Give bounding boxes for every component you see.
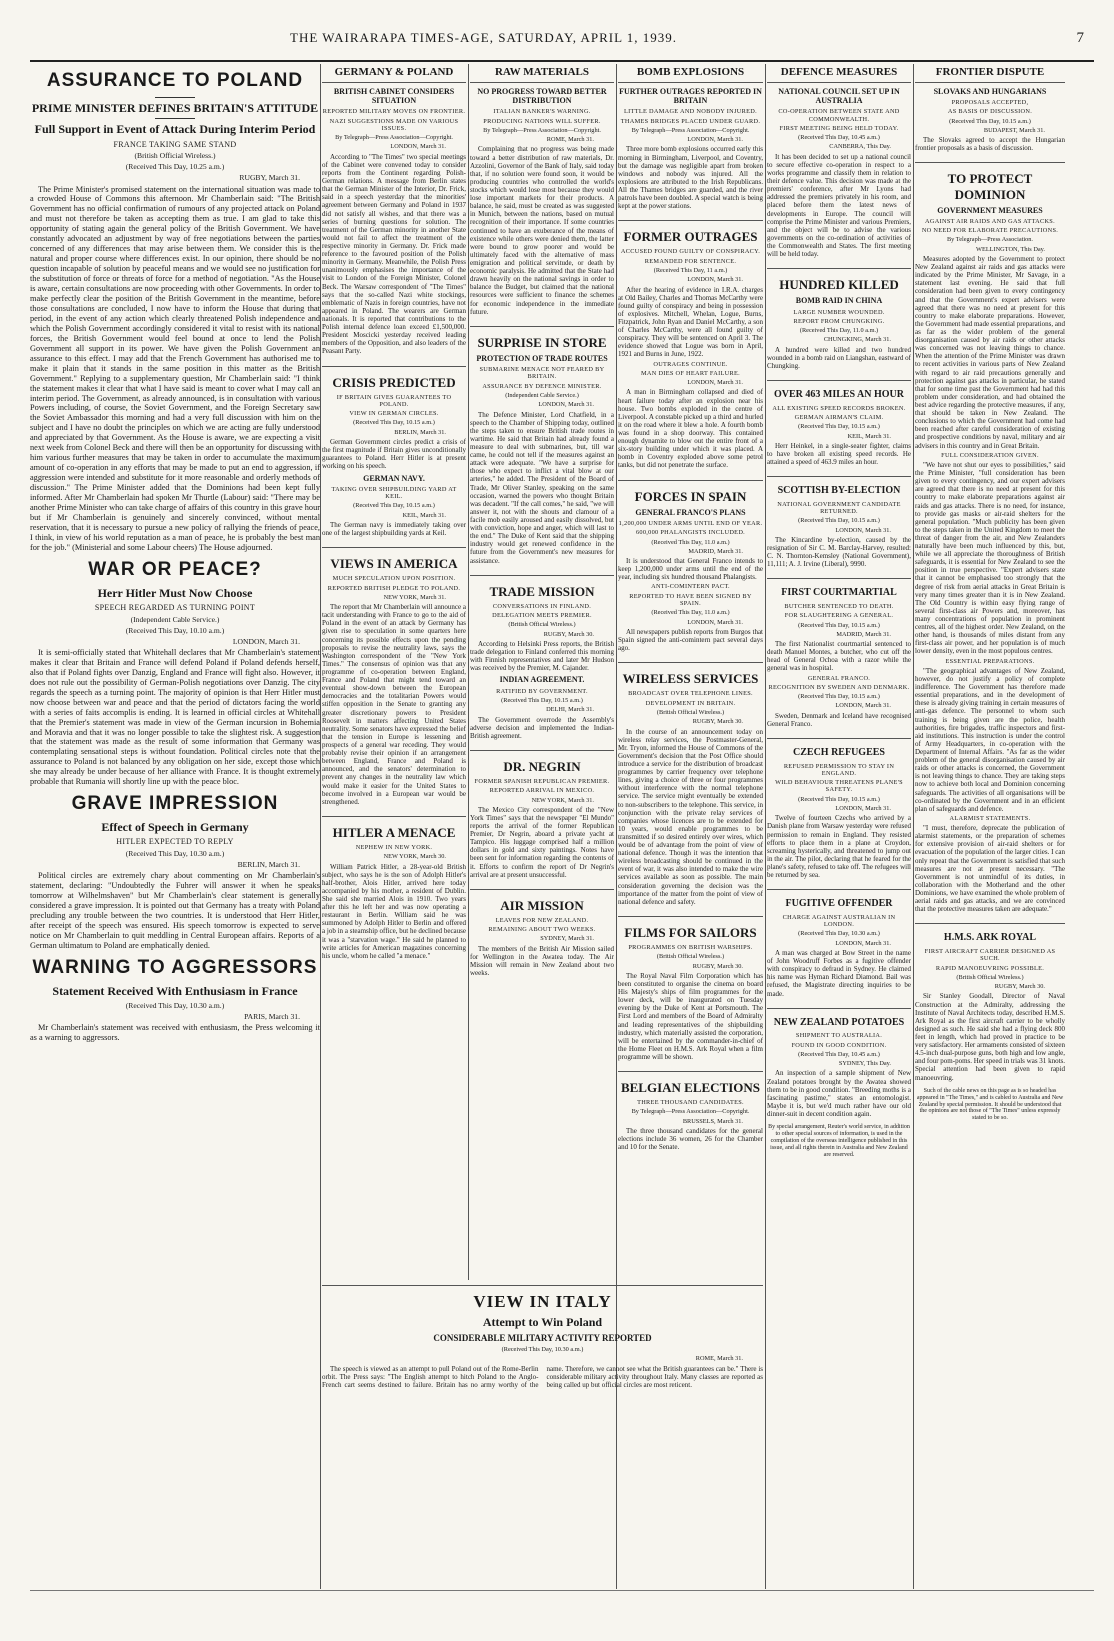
headline: HITLER A MENACE xyxy=(332,824,456,840)
dateline-place: RUGBY, March 31. xyxy=(239,173,300,183)
subhead-small: FOR SLAUGHTERING A GENERAL. xyxy=(784,612,894,620)
column-divider xyxy=(468,64,469,1280)
article-body: William Patrick Hitler, a 28-year-old British subject, who says he is the son of Adolph Hitler's half-brother, Alois Hitler, arrived here today accompanied by his mother, a resident of Dublin. She said she married Alois in 1910. Two years after this he left her and was now operating a restaurant in Berlin. William said he was summoned by Adolph Hitler to Berlin and offered a job in a steamship office, but he declined because it was a "starvation wage." He said he planned to write articles for American magazines concerning his uncle, whom he called "a menace." xyxy=(322,862,466,960)
source: (Independent Cable Service.) xyxy=(130,614,220,624)
received: (Received This Day, 10.15 a.m.) xyxy=(798,795,880,803)
received: (Received This Day, 10.45 a.m.) xyxy=(798,1050,880,1058)
subhead: Effect of Speech in Germany xyxy=(101,820,249,835)
headline: WIRELESS SERVICES xyxy=(622,671,759,687)
subhead: PROTECTION OF TRADE ROUTES xyxy=(476,353,608,363)
subhead-small: REPORTED ARRIVAL IN MEXICO. xyxy=(489,787,595,795)
subhead: Herr Hitler Must Now Choose xyxy=(97,585,253,600)
received: (Received This Day, 10.15 a.m.) xyxy=(353,502,435,510)
subhead-small: THAMES BRIDGES PLACED UNDER GUARD. xyxy=(620,117,761,125)
subhead-small: PROPOSALS ACCEPTED, xyxy=(951,99,1029,107)
article-body: Political circles are extremely chary about commenting on Mr Chamberlain's statement, declaring: "Undoubtedly the Fuhrer will answer it when he speaks tomorrow at Wilhelmshaven" but Mr Chamberlain's clear statement is generally considered a grave impression. It is pointed out that Germany has a treaty with Poland precluding any trouble between the two countries. It is understood that Herr Hitler, after receipt of the speech was ensured. His speech tomorrow is expected to serve notice on Mr Chamberlain to quit meddling in Central European affairs. Reports of a German ultimatum to Poland are emphatically denied. xyxy=(30,871,320,950)
article-body: A hundred were killed and two hundred wounded in a bomb raid on Liangshan, eastward of Chungking. xyxy=(767,345,911,370)
received: (Received This Day, 10.15 a.m.) xyxy=(501,696,583,704)
dateline-place: PARIS, March 31. xyxy=(244,1012,300,1022)
subhead-small: BUTCHER SENTENCED TO DEATH. xyxy=(784,602,894,610)
subhead: PRIME MINISTER DEFINES BRITAIN'S ATTITUDE xyxy=(31,100,319,115)
received: (Received This Day, 10.30 a.m.) xyxy=(501,1346,584,1354)
column-3 xyxy=(470,64,614,1280)
article-body: It is semi-officially stated that Whitehall declares that Mr Chamberlain's statement makes it clear that Britain and France will defend Poland if Poland defends herself, also that if Poland fights over Danzig, England and France will fight also. However, it does not rule out the possibility of German-Polish negotiations over Danzig. The city regards the speech as a turning point. The majority of opinion is that Herr Hitler must now choose between war and peace and that the period of dictators facing the world with a series of faits accomplis is ending. It is learned in official circles at Whitehall that the Premier's statement was made in view of the German incursion in Bohemia and Moravia and that it was no longer possible to take the slightest risk. A suggestion that the statement was made as the result of some information that Germany was contemplating sensational steps is without foundation. Political circles note that the assurance to Poland is not balanced by any obligation on her side, except those which she may already be under because of her alliance with France. It is thought extremely probable that Rumania will shortly line up with the peace bloc. xyxy=(30,647,320,787)
dateline-place: LONDON, March 31. xyxy=(390,143,446,151)
received: By Telegraph—Press Association—Copyright. xyxy=(335,134,453,142)
headline: FORCES IN SPAIN xyxy=(634,488,747,504)
article-body: The Royal Naval Film Corporation which has been constituted to organise the cinema on board His Majesty's ships of film programmes for the lower deck, will be inaugurated on Tuesday evening by the Duke of Kent at Portsmouth. The First Lord and members of the Board of Admiralty and leading representatives of the shipbuilding industry, which materially assisted the corporation, will be entertained by the commander-in-chief of the Home Fleet on H.M.S. Ark Royal when a film programme will be shown. xyxy=(618,971,763,1061)
subhead-small: REMANDED FOR SENTENCE. xyxy=(644,257,737,265)
article-body: It is understood that General Franco intends to keep 1,200,000 under arms until the end of the year, including six hundred thousand Phalangists. xyxy=(618,557,763,582)
subhead-small: REPORTED BRITISH PLEDGE TO POLAND. xyxy=(327,584,461,592)
article-body: "I must, therefore, deprecate the publication of alarmist statements, or the preparation of schemes for extensive provision of air-raid shelters or for evacuation of the population of the larger cities. I can only repeat that the Government is satisfied that such measures are not at present necessary. "The Government is not unmindful of its duties, in collaboration with the Motherland and the other Dominions, we have examined the whole problem of aerial raids and gas attacks, and we are convinced that the protective measures taken are adequate." xyxy=(915,824,1065,914)
received: (British Official Wireless.) xyxy=(956,973,1024,981)
subhead-small: LARGE NUMBER WOUNDED. xyxy=(793,308,885,316)
subhead: Statement Received With Enthusiasm in France xyxy=(52,983,298,998)
dateline-place: ROME, March 31. xyxy=(695,1355,743,1363)
dateline-place: CANBERRA, This Day. xyxy=(829,143,891,151)
article-body: Sweden, Denmark and Iceland have recognised General Franco. xyxy=(767,711,911,728)
article-body: The members of the British Air Mission sailed for Wellington in the Awatea today. The Air Mission will remain in New Zealand about two weeks. xyxy=(470,944,614,978)
subhead: SLOVAKS AND HUNGARIANS xyxy=(933,86,1047,96)
article-body: The first Nationalist courtmartial sentenced to death Manuel Montes, a butcher, who cut off the head of General Ochoa with a razor while the general was in hospital. xyxy=(767,640,911,673)
subhead: BOMB RAID IN CHINA xyxy=(795,296,883,306)
subhead-small: RATIFIED BY GOVERNMENT. xyxy=(496,687,588,695)
subhead: NO PROGRESS TOWARD BETTER DISTRIBUTION xyxy=(477,86,607,106)
dateline-place: LONDON, March 31. xyxy=(835,939,891,947)
headline: FUGITIVE OFFENDER xyxy=(785,898,893,910)
article-body: The Kincardine by-election, caused by the resignation of Sir C. M. Barclay-Harvey, resulted: C. N. Thornton-Kemsley (National Government), 11,111; A. J. Irvine (Liberal), 9990. xyxy=(767,535,911,569)
subhead-small: FORMER SPANISH REPUBLICAN PREMIER. xyxy=(474,777,610,785)
received: (Received This Day, 11.0 a.m.) xyxy=(799,327,879,335)
column-divider xyxy=(913,64,914,1589)
headline: CRISIS PREDICTED xyxy=(332,374,456,390)
article-body: According to "The Times" two special meetings of the Cabinet were convened today to consider reports from the Continent regarding Polish-German relations. A message from Berlin states that the German Minister of the Interior, Dr. Frick, said in a speech yesterday that the minorities' agreement between Germany and Poland in 1937 did not satisfy all wishes, and that there was a series of burning questions for solution. The treatment of the German minority in another State would not fail to affect the treatment of the respective minority in Germany. Dr. Frick made reference to the favoured position of the Polish minority in Germany. Meanwhile, the Polish Press unanimously emphasises the importance of the visit to London of the Foreign Minister, Colonel Beck. The Warsaw correspondent of "The Times" says that the so-called Nazi white stockings, emblematic of Nazis in foreign countries, have not appeared in Poland. The wearers are German nationals. It is reported that contributions to the Polish internal defence loan exceed £1,500,000. President Moscicki yesterday received leading members of the Opposition, and also leaders of the Peasant Party. xyxy=(322,152,466,356)
subhead-small: SHIPMENT TO AUSTRALIA. xyxy=(795,1032,883,1040)
dateline-place: LONDON, March 31. xyxy=(687,379,743,387)
reuters-note: By special arrangement, Reuter's world service, in addition to other special sources of information, is used in the compilation of the overseas intelligence published in this issue, and all rights therein in Australia and New Zealand are reserved. xyxy=(768,1124,910,1158)
top-rule xyxy=(30,60,1094,62)
subhead-small: ACCUSED FOUND GUILTY OF CONSPIRACY. xyxy=(620,248,761,256)
headline: NEW ZEALAND POTATOES xyxy=(773,1016,905,1028)
column-heading: BOMB EXPLOSIONS xyxy=(618,66,763,83)
subhead-small: CHARGE AGAINST AUSTRALIAN IN LONDON. xyxy=(782,913,896,929)
headline-war-or-peace: WAR OR PEACE? xyxy=(88,558,262,580)
subhead-small: FOUND IN GOOD CONDITION. xyxy=(791,1041,887,1049)
headline: AIR MISSION xyxy=(500,897,584,913)
column-2 xyxy=(322,64,466,1280)
subhead: Full Support in Event of Attack During Interim Period xyxy=(34,122,316,137)
article-body: German Government circles predict a crisis of the first magnitude if Britain gives unconditionally guarantees to Poland. Herr Hitler is at present working on his speech. xyxy=(322,438,466,471)
subhead-small: NATIONAL GOVERNMENT CANDIDATE RETURNED. xyxy=(777,500,901,516)
subhead-small: 600,000 PHALANGISTS INCLUDED. xyxy=(635,529,746,537)
dateline-place: NEW YORK, March 31. xyxy=(531,796,594,804)
dateline-place: MADRID, March 31. xyxy=(688,547,743,555)
column-6 xyxy=(915,64,1065,1584)
dateline-place: LONDON, March 31. xyxy=(835,526,891,534)
subhead-small: DEVELOPMENT IN BRITAIN. xyxy=(645,699,736,707)
article-body: It has been decided to set up a national council to secure effective co-operation in respect to a works programme and classify them in relation to their defence value. This decision was made at the premiers' conference, after Mr Lyons had addressed the premiers privately in his room, and placed before them the latest news of developments in Europe. The council will comprise the Prime Minister and various Premiers, and the object will be to advise the various governments on the co-ordination of activities of the Commonwealth and States. The first meeting will be held today. xyxy=(767,152,911,259)
column-heading: DEFENCE MEASURES xyxy=(767,66,911,83)
column-heading: FRONTIER DISPUTE xyxy=(915,66,1065,83)
received: (Received This Day, 10.15 a.m.) xyxy=(798,693,880,701)
dateline-place: BERLIN, March 31. xyxy=(394,428,446,436)
received: (British Official Wireless.) xyxy=(656,953,725,961)
headline: CZECH REFUGEES xyxy=(793,747,885,758)
headline: HUNDRED KILLED xyxy=(779,277,899,293)
subhead-small: ASSURANCE BY DEFENCE MINISTER. xyxy=(482,382,602,390)
subhead-small: OUTRAGES CONTINUE. xyxy=(653,360,728,368)
subhead-small: RECOGNITION BY SWEDEN AND DENMARK. xyxy=(768,683,910,691)
dateline-place: KEIL, March 31. xyxy=(847,432,891,440)
received: (Received This Day, 10.45 a.m.) xyxy=(798,134,880,142)
article-body: The speech is viewed as an attempt to pull Poland out of the Rome-Berlin orbit. The Press says: "The English attempt to hitch Poland to the Anglo-French cart seems destined to failure. Britain has no army worthy of the name. Therefore, we cannot see what the British guarantees can be." There is considerable military activity throughout Italy. Many classes are reported as being called up but official circles are most reticent. xyxy=(322,1364,763,1389)
dateline-place: SYDNEY, This Day. xyxy=(838,1060,891,1068)
headline-assurance: ASSURANCE TO POLAND xyxy=(46,70,304,91)
subhead-small: AS BASIS OF DISCUSSION. xyxy=(947,108,1033,116)
article-body: The German navy is immediately taking over one of the largest shipbuilding yards at Keil. xyxy=(322,520,466,538)
article-body: According to Helsinki Press reports, the British trade delegation to Finland conferred this morning with Finnish representatives and later Mr Hudson was received by the Premier, M. Cajander. xyxy=(470,639,614,673)
masthead xyxy=(0,0,1114,48)
dateline-place: BUDAPEST, March 31. xyxy=(983,126,1045,134)
received: (Received This Day, 10.30 a.m.) xyxy=(798,930,880,938)
subhead-small: VIEW IN GERMAN CIRCLES. xyxy=(349,410,439,418)
received: (Received This Day, 11.0 a.m.) xyxy=(651,538,730,546)
received: By Telegraph—Press Association. xyxy=(946,236,1034,244)
column-1 xyxy=(30,64,320,1589)
received: (Received This Day, 10.25 a.m.) xyxy=(125,162,225,172)
dateline-place: LONDON, March 31. xyxy=(687,136,743,144)
subhead: NATIONAL COUNCIL SET UP IN AUSTRALIA xyxy=(778,86,900,106)
subhead-small: FIRST AIRCRAFT CARRIER DESIGNED AS SUCH. xyxy=(924,947,1056,963)
headline: BELGIAN ELECTIONS xyxy=(620,1080,761,1096)
column-divider xyxy=(765,64,766,1589)
article-body: Herr Heinkel, in a single-seater fighter, claims to have broken all existing speed records. He attained a speed of 463.9 miles an hour. xyxy=(767,441,911,467)
article-body: The report that Mr Chamberlain will announce a tacit understanding with France to go to the aid of Poland in the event of an attack by Germany has given rise to speculation in some quarters here concerning its possible effects upon the pending proposals to revise the neutrality laws, says the Washington correspondent of the "New York Times." The consensus of opinion was that any programme of co-operation between England, France and Poland that might tend toward an eventual show-down between the European democracies and the totalitarian Powers would stiffen opposition in the Senate to granting any greater discretionary powers to President Roosevelt in matters affecting United States neutrality. Some senators have expressed the belief that the tension in Europe is lessening and prospects of a general war receding. They would probably revise their opinion if an arrangement between England, France and Poland is announced, and the senators' determination to prevent any changes in the neutrality law which would make it easier for the United States to become involved in a European war would be strengthened. xyxy=(322,603,466,806)
subhead-small: ANTI-COMINTERN PACT. xyxy=(651,583,730,591)
article-body: A man in Birmingham collapsed and died of heart failure today after an explosion near his house. Two bombs exploded in the centre of Liverpool. A constable picked up a third and hurled it on the road where it blew a hole. A fourth bomb was found in a shop doorway. This contained enough dynamite to blow out the entire front of a six-story building under which it was placed. A bomb in Coventry exploded above some petrol tanks, but did not penetrate the surface. xyxy=(618,388,763,470)
dateline-place: RUGBY, March 30. xyxy=(543,630,594,638)
article-body: After the hearing of evidence in I.R.A. charges at Old Bailey, Charles and Thomas McCarthy were found guilty of conspiracy and being in possession of explosives. Mitchell, Whelan, Logue, Burns, Fitzpatrick, John Ryan and Daniel McCarthy, a son of Charles McCarthy, were all found guilty of conspiracy. They will be sentenced on April 3. The evidence showed that Logue was born in April, 1921 and Burns in June, 1922. xyxy=(618,285,763,359)
dateline-place: KEIL, March 31. xyxy=(402,511,446,519)
dateline-place: LONDON, March 31. xyxy=(687,618,743,626)
subhead-small: GENERAL FRANCO. xyxy=(807,674,871,682)
subhead-small: REPORT FROM CHUNGKING. xyxy=(793,317,885,325)
subhead-small: ESSENTIAL PREPARATIONS. xyxy=(945,657,1035,665)
dateline-place: ROME, March 31. xyxy=(546,136,594,144)
received: (Received This Day, 11.0 a.m.) xyxy=(651,609,730,617)
headline: OVER 463 MILES AN HOUR xyxy=(773,389,904,401)
subhead: GERMAN NAVY. xyxy=(363,473,425,483)
dateline-place: RUGBY, March 30. xyxy=(994,983,1045,991)
article-body: The Defence Minister, Lord Chatfield, in a speech to the Chamber of Shipping today, outlined the steps taken to ensure British trade routes in wartime. He said that Britain had already found a measure to deal with submarines, but, till war came, he could not tell if the measures against an attack were adequate. "We have a surprise for those who expect to inflict a vital blow at our arteries," he added. The President of the Board of Trade, Mr Oliver Stanley, speaking on the same occasion, warned the powers who thought Britain was decadent. "If the call comes," he said, "we will answer it, not with the shouts and clamour of a facile mob easily aroused and easily dissolved, but with conviction, hope and anger, which will last to the end." The Duke of Kent said that the shipping industry would get renewed confidence in the future from the Government's new measures for assistance. xyxy=(470,410,614,565)
subhead-small: ITALIAN BANKER'S WARNING. xyxy=(493,108,591,116)
subhead: GOVERNMENT MEASURES xyxy=(937,205,1043,215)
dateline-place: WELLINGTON, This Day. xyxy=(976,245,1045,253)
dateline-place: RUGBY, March 30. xyxy=(692,962,743,970)
subhead: BRITISH CABINET CONSIDERS SITUATION xyxy=(333,86,455,106)
subhead-small: TAKING OVER SHIPBUILDING YARD AT KEIL. xyxy=(331,485,457,501)
subhead-small: LEAVES FOR NEW ZEALAND. xyxy=(495,916,589,924)
dateline-place: RUGBY, March 30. xyxy=(692,718,743,726)
headline: TO PROTECT DOMINION xyxy=(947,171,1033,202)
subhead-small: NAZI SUGGESTIONS MADE ON VARIOUS ISSUES. xyxy=(329,117,459,132)
page-number: 7 xyxy=(1076,30,1084,46)
article-body: The Slovaks agreed to accept the Hungarian frontier proposals as a basis of discussion. xyxy=(915,136,1065,153)
subhead-small: CONVERSATIONS IN FINLAND. xyxy=(492,602,592,610)
bottom-rule xyxy=(30,1590,1094,1591)
subhead-small: LITTLE DAMAGE AND NOBODY INJURED. xyxy=(624,108,757,116)
subhead-small: 1,200,000 UNDER ARMS UNTIL END OF YEAR. xyxy=(618,519,763,527)
subhead-small: IF BRITAIN GIVES GUARANTEES TO POLAND. xyxy=(336,393,452,408)
article-body: The Mexico City correspondent of the "New York Times" says that the newspaper "El Mundo" reports the arrival of the former Republican Premier, Dr Negrin, aboard a private yacht at Tampico. His luggage comprised half a million dollars in gold and sixty paintings. Notes have been sent for information regarding the contents of it. Efforts to confirm the report of Dr Negrin's arrival are at present unsuccessful. xyxy=(470,805,614,879)
article-body: In the course of an announcement today on wireless relay services, the Postmaster-General, Mr. Tryon, informed the House of Commons of the Government's decision that the Post Office should introduce a service for the distribution of broadcast programmes by carrier frequency over telephone lines, giving a choice of three or four programmes without interference with the normal telephone service. The service might eventually be extended to non-subscribers to the telephone. This service, in conjunction with the private relay services of companies whose licences are to be extended for 10 years, would enable programmes to be transmitted if so desired entirely over wires, which would be of advantage from the point of view of national defence. Though it was the intention that wireless broadcasting should be continued in the event of war, it was also intended to make the wire services available as soon as possible. The main consideration governing the decision was the importance of the matter from the point of view of national defence and safety. xyxy=(618,727,763,906)
subhead-small: REMAINING ABOUT TWO WEEKS. xyxy=(488,926,596,934)
dateline-place: BRUSSELS, March 31. xyxy=(682,1117,743,1125)
subhead-small: ALL EXISTING SPEED RECORDS BROKEN. xyxy=(772,404,906,412)
received: By Telegraph—Press Association—Copyright. xyxy=(631,126,750,134)
subhead-small: MUCH SPECULATION UPON POSITION. xyxy=(332,575,456,583)
received: (Received This Day, 10.15 a.m.) xyxy=(798,621,880,629)
dateline-place: LONDON, March 31. xyxy=(538,401,594,409)
subhead-small: REFUSED PERMISSION TO STAY IN ENGLAND. xyxy=(783,762,895,777)
subhead-small: WILD BEHAVIOUR THREATENS PLANE'S SAFETY. xyxy=(775,779,903,794)
article-body: "We have not shut our eyes to possibilities," said the Prime Minister, "full consideration has been given to every contingency, and our expert advisers are agreed that there is no need at present for this country to make elaborate preparations against air raids and gas attacks. There is no need, for instance, to provide gas masks or air-raid shelters for the general population. "Much publicity has been given to the steps taken in the United Kingdom to meet the threat of danger from the air, and New Zealanders naturally have been much influenced by this, but, while we all appreciate the thoroughness of British safeguards, it is essential for New Zealand to see the position in true perspective. "Expert advisers state that it cannot be emphasised too strongly that the degree of risk from aerial attacks in Great Britain is very many times greater than it is in New Zealand. The Old Country is within easy flying range of several first-class air Powers and, moreover, has many concentrations of population in prominent centres, all of the highest order. New Zealand, on the other hand, is thousands of miles distant from any first-class air power, and her population is of much lower density, even in the most populous centres. xyxy=(915,460,1065,656)
headline-warning: WARNING TO AGGRESSORS xyxy=(32,956,318,978)
subhead-small: AGAINST AIR RAIDS AND GAS ATTACKS. xyxy=(925,217,1055,225)
headline: FILMS FOR SAILORS xyxy=(624,924,757,940)
article-body: The Government overrode the Assembly's adverse decision and implemented the Indian-British agreement. xyxy=(470,715,614,740)
dateline-place: SYDNEY, March 31. xyxy=(540,935,594,943)
headline: FORMER OUTRAGES xyxy=(623,229,758,245)
dateline-place: CHUNGKING, March 31. xyxy=(823,336,891,344)
dateline-place: LONDON, March 31. xyxy=(835,702,891,710)
article-body: A man was charged at Bow Street in the name of John Woodruff Forbes as a fugitive offender with conspiracy to defraud in Sydney. He claimed his name was Hyman Richard Diamond. Bail was refused, the Magistrate directing inquiries to be made. xyxy=(767,949,911,998)
subhead-small: FIRST MEETING BEING HELD TODAY. xyxy=(779,124,899,132)
subhead-small: CO-OPERATION BETWEEN STATE AND COMMONWEALTH. xyxy=(778,108,900,123)
subhead-small: ALARMIST STATEMENTS. xyxy=(949,814,1031,822)
subhead-small: NO NEED FOR ELABORATE PRECAUTIONS. xyxy=(921,227,1059,235)
subhead-small: PRODUCING NATIONS WILL SUFFER. xyxy=(483,117,601,125)
column-heading: RAW MATERIALS xyxy=(470,66,614,83)
column-4 xyxy=(618,64,763,1584)
article-body: All newspapers publish reports from Burgos that Spain signed the anti-comintern pact several days ago. xyxy=(618,627,763,653)
article-body: The three thousand candidates for the general elections include 36 women, 26 for the Chamber and 10 for the Senate. xyxy=(618,1127,763,1152)
subhead-small: REPORTED TO HAVE BEEN SIGNED BY SPAIN. xyxy=(629,592,752,608)
article-body: An inspection of a sample shipment of New Zealand potatoes brought by the Awatea showed them to be in good condition. "Breeding moths is a fascinating pastime," states an entomologist. Maybe it is, but we'd much rather have our old dinner-suit in decent condition again. xyxy=(767,1069,911,1119)
received: (British Official Wireless.) xyxy=(508,621,576,629)
subhead-small: FULL CONSIDERATION GIVEN. xyxy=(941,451,1039,459)
headline-grave-impression: GRAVE IMPRESSION xyxy=(71,793,279,815)
subhead-small: BROADCAST OVER TELEPHONE LINES. xyxy=(628,690,753,698)
subhead-small: DELEGATION MEETS PREMIER. xyxy=(492,612,592,620)
dateline-place: BERLIN, March 31. xyxy=(237,860,300,870)
dateline-place: LONDON, March 31. xyxy=(687,276,743,284)
received: (Received This Day, 10.30 a.m.) xyxy=(125,849,225,858)
headline: DR. NEGRIN xyxy=(503,758,581,774)
article-body: Sir Stanley Goodall, Director of Naval Construction at the Admiralty, addressing the Institute of Naval Architects today, described H.M.S. Ark Royal as the first aircraft carrier to be wholly designed as such. He said she had a flying deck 800 feet in length, which had proved in practice to be very satisfactory. Her armaments consisted of sixteen 4.5-inch dual-purpose guns, both high and low angle, and four pom-poms. Her speed in trials was 31 knots. Special attention had been given to rapid manoeuvring. xyxy=(915,992,1065,1082)
subhead: CONSIDERABLE MILITARY ACTIVITY REPORTED xyxy=(433,1332,652,1343)
subhead-small: REPORTED MILITARY MOVES ON FRONTIER. xyxy=(322,108,466,116)
divider xyxy=(155,97,195,98)
received: By Telegraph—Press Association—Copyright. xyxy=(631,1108,750,1116)
article-body: "The geographical advantages of New Zealand, however, do not justify a policy of complete indifference. The Government has therefore made essential preparations, and in the development of these is already giving training in certain measures of anti-gas defence. The personnel to whom such training is being given are the police, health authorities, fire brigades, traffic inspectors and first-aid institutions. This instruction is under the control of Army Headquarters, in co-operation with the Department of Internal Affairs. "As far as the wider problem of the general disorganisation caused by air raids or other attacks is concerned, the Government is not leaving things to chance. They are taking steps now to achieve both local and Dominion concerning safeguards. The activities of all organisations will be co-ordinated by the Government and in an efficient plan of safeguards and defence. xyxy=(915,666,1065,813)
received: (Received This Day, 10.15 a.m.) xyxy=(353,419,435,427)
article-body: Twelve of fourteen Czechs who arrived by a Danish plane from Warsaw yesterday were refused permission to remain in England. They resisted efforts to place them in a plane at Croydon, screaming hysterically, and threatened to jump out in the air. The pilot, declaring that he feared for the plane's safety, refused to take off. The refugees will be returned by sea. xyxy=(767,814,911,880)
divider xyxy=(155,118,195,119)
article-body: The Prime Minister's promised statement on the international situation was made to a crowded House of Commons this afternoon. Mr Chamberlain said: "The British Government has no official confirmation of rumours of any projected attack on Poland and must not therefore be taken as accepting them as true. I am glad to take this opportunity of stating again the general policy of the British Government. We have constantly advocated an adjustment by way of free negotiations between the parties concerned of any differences that may arise between them. We consider this is the natural and proper course where differences exist. In our opinion, there should be no question incapable of solution by peaceful means and we would see no justification for the substitution of force or threats of force for a method of negotiation. "As the House is aware, certain consultations are now proceeding with other Governments. In order to make perfectly clear the position of the British Government in the meantime, before those consultations are concluded, I now have to inform the House that during that period, in the event of any action which clearly threatened Polish independence and which the Polish Government accordingly considered it vital to resist with its national forces, the British Government would feel bound at once to lend the Polish Government all support in its power. We have given the Polish Government an assurance to this effect. I may add that the French Government has authorised me to make it plain that it stands in the same position in this matter as the British Government." Replying to a supplementary question, Mr Chamberlain said: "I think the statement makes it clear that what I have said is meant to cover what I may call an interim period. The Government, as already announced, is in consultation with various Powers including, of course, the Soviet Government, and the Foreign Secretary saw the Soviet Ambassador this morning and had a very full discussion with him on the subject and I have no doubt the principles on which we are acting are fully understood and appreciated by that Government. As the House is aware, we are expecting a visit next week from Colonel Beck and there will then be an opportunity for discussing with him various further measures that may be taken in order to accumulate the maximum amount of co-operation in any efforts that may be made to put an end to aggression, if aggression were intended and substitute for it more reasonable and orderly methods of discussion." The Prime Minister added that the Dominions had been kept fully informed. After Mr Chamberlain had spoken Mr Thurtle (Labour) said: "There may be another Prime Minister who can take charge of affairs of this country in this grave hour but if Mr Chamberlain is genuinely and sincerely convinced, without mental reservation, that it is necessary to pursue a new policy of rallying the friends of peace, I think, in view of his world reputation as a man of peace, he is probably the best man for the job." (Ministerial and some Labour cheers) The House adjourned. xyxy=(30,184,320,552)
received: (Independent Cable Service.) xyxy=(505,392,579,399)
headline: VIEW IN ITALY xyxy=(473,1292,612,1311)
times-note: Such of the cable news on this page as is so headed has appeared in "The Times," and is cabled to Australia and New Zealand by special permission. It should be understood that the opinions are not those of "The Times" unless expressly stated to be so. xyxy=(916,1087,1064,1122)
article-body: Three more bomb explosions occurred early this morning in Birmingham, Liverpool, and Coventry, but the damage was negligible apart from broken windows and nobody was injured. All the explosions are attributed to the Irish Republicans. All the Thames bridges are guarded, and the river patrols have been doubled. A special watch is being kept at the power stations. xyxy=(618,145,763,211)
newspaper-title: THE WAIRARAPA TIMES-AGE, SATURDAY, APRIL 1, 1939. xyxy=(290,30,678,45)
received: (Received This Day, 10.15 a.m.) xyxy=(798,423,880,431)
received: (Received This Day, 10.10 a.m.) xyxy=(125,625,225,635)
received: (Received This Day, 10.30 a.m.) xyxy=(125,1001,225,1011)
subhead-small: MAN DIES OF HEART FAILURE. xyxy=(640,369,741,377)
dateline-place: NEW YORK, March 31. xyxy=(383,593,446,601)
subhead: FURTHER OUTRAGES REPORTED IN BRITAIN xyxy=(619,86,762,106)
headline: H.M.S. ARK ROYAL xyxy=(943,932,1037,944)
column-5 xyxy=(767,64,911,1584)
subhead-small: PROGRAMMES ON BRITISH WARSHIPS. xyxy=(628,944,753,951)
article-body: Measures adopted by the Government to protect New Zealand against air raids and gas attacks were indicated by the Prime Minister, Mr Savage, in a statement last evening. He said that full consideration had been given to every contingency and that the Government's expert advisers were agreed that there was no need at present for this country to make elaborate preparations. However, the Government had made essential preparations, and as far as the wider problem of the general disorganisation caused by air raids or other attacks was concerned was not leaving things to chance. When the attention of the Prime Minister was drawn to recent activities in various parts of New Zealand with regard to air raid precautions generally and protection against gas attacks in particular, he stated that for some time past the Government had had this problem under consideration, and had obtained the best advice regarding the protective measures, if any, that should be taken in New Zealand. The conclusions to which the Government had come had been reached after careful consideration of existing and prospective conditions by naval, military and air advisers in this country and in Great Britain. xyxy=(915,255,1065,450)
received: By Telegraph—Press Association—Copyright. xyxy=(483,126,601,134)
headline: TRADE MISSION xyxy=(489,583,595,599)
headline: FIRST COURTMARTIAL xyxy=(781,587,897,599)
source: (British Official Wireless.) xyxy=(134,151,216,161)
dateline-place: DELHI, March 31. xyxy=(546,706,594,714)
subhead-small: THREE THOUSAND CANDIDATES. xyxy=(637,1099,744,1107)
article-body: Complaining that no progress was being made toward a better distribution of raw materials, Dr. Azzolini, Governor of the Bank of Italy, said today that, if no solution were found soon, it would be producing countries who controlled the world's stocks which would lose most because they would lose important markets for their products. A balance, he said, must be created as was suggested in Munich, between the nations, based on mutual recognition of their importance. If some countries continued to have an exuberance of the means of existence while others were denied them, the latter were bound to grow poorer and would be ultimately faced with the alternative of mass emigration and political servitude, or death by economic paralysis. He admitted that the State had drawn heavily on the national savings in order to balance the Budget, but claimed that the national resources were sufficient to finance the schemes for economic independence in the immediate future. xyxy=(470,145,614,316)
dateline-place: MADRID, March 31. xyxy=(836,630,891,638)
dateline-place: NEW YORK, March 30. xyxy=(383,853,446,861)
article-body: Mr Chamberlain's statement was received with enthusiasm, the Press welcoming it as a warning to aggressors. xyxy=(30,1023,320,1043)
dateline-place: LONDON, March 31. xyxy=(232,636,300,646)
subhead-small: SPEECH REGARDED AS TURNING POINT xyxy=(94,602,256,612)
subhead: Attempt to Win Poland xyxy=(482,1314,603,1329)
subhead-small: NEPHEW IN NEW YORK. xyxy=(355,843,433,851)
headline: VIEWS IN AMERICA xyxy=(330,556,458,572)
dateline-place: LONDON, March 31. xyxy=(835,805,891,813)
headline: SURPRISE IN STORE xyxy=(477,334,607,350)
received: (Received This Day, 11 a.m.) xyxy=(653,267,728,275)
received: (Received This Day, 10.15 a.m.) xyxy=(798,517,880,525)
subhead-small: HITLER EXPECTED TO REPLY xyxy=(116,837,234,847)
received: (British Official Wireless.) xyxy=(656,708,725,716)
headline: SCOTTISH BY-ELECTION xyxy=(777,485,901,497)
subhead-small: GERMAN AIRMAN'S CLAIM. xyxy=(794,413,884,421)
subhead: INDIAN AGREEMENT. xyxy=(499,675,585,685)
column-heading: GERMANY & POLAND xyxy=(322,66,466,83)
subhead: GENERAL FRANCO'S PLANS xyxy=(635,507,746,517)
subhead-small: SUBMARINE MENACE NOT FEARED BY BRITAIN. xyxy=(479,366,605,381)
received: (Received This Day, 10.15 a.m.) xyxy=(949,117,1031,125)
subhead-small: RAPID MANOEUVRING POSSIBLE. xyxy=(935,964,1045,972)
subhead-small: FRANCE TAKING SAME STAND xyxy=(113,139,237,149)
column-divider xyxy=(320,64,321,1589)
